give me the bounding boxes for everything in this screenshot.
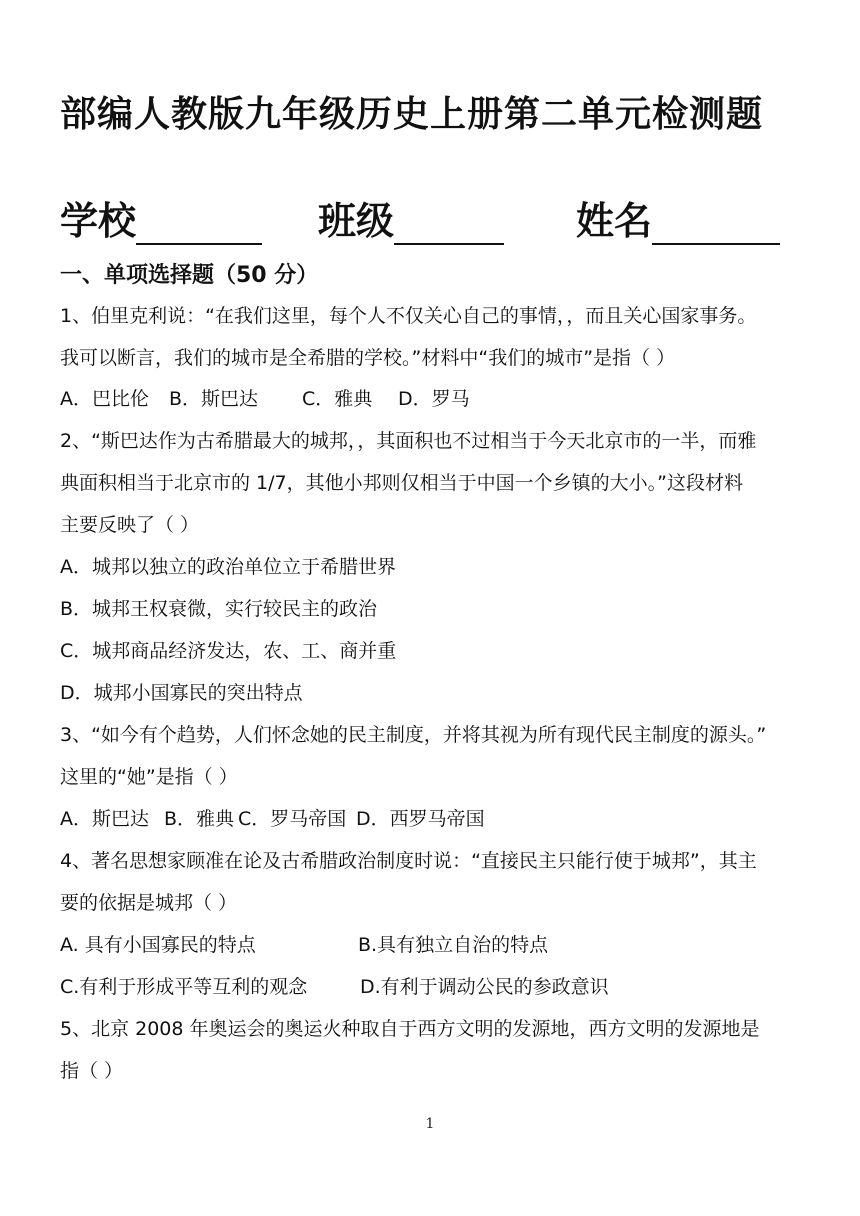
option-b: B．雅典 — [164, 808, 235, 830]
page-number: 1 — [425, 1116, 435, 1132]
question-2-option-b: B．城邦王权衰微，实行较民主的政治 — [60, 598, 378, 620]
question-3-options — [60, 806, 800, 832]
question-1-options — [60, 386, 800, 412]
name-field — [576, 190, 780, 245]
name-label: 姓名 — [576, 199, 653, 243]
question-2-line-3: 主要反映了（ ） — [60, 514, 200, 536]
question-2-line-2: 典面积相当于北京市的 1/7，其他小邦则仅相当于中国一个乡镇的大小。”这段材料 — [60, 472, 743, 494]
option-d: D．西罗马帝国 — [356, 808, 485, 830]
question-4-line-2: 要的依据是城邦（ ） — [60, 892, 238, 914]
question-3-line-1: 3、“如今有个趋势，人们怀念她的民主制度，并将其视为所有现代民主制度的源头。” — [60, 724, 767, 746]
school-label: 学校 — [60, 199, 137, 243]
option-a: A．巴比伦 — [60, 388, 149, 410]
question-5-line-2: 指（ ） — [60, 1060, 124, 1082]
option-c: C.有利于形成平等互利的观念 — [60, 976, 308, 998]
option-d: D．罗马 — [398, 388, 470, 410]
student-info-row — [60, 190, 800, 243]
question-2-option-c: C．城邦商品经济发达，农、工、商并重 — [60, 640, 397, 662]
question-4-options-row-2 — [60, 974, 800, 1000]
option-b: B．斯巴达 — [169, 388, 259, 410]
question-5-line-1: 5、北京 2008 年奥运会的奥运火种取自于西方文明的发源地，西方文明的发源地是 — [60, 1018, 760, 1040]
question-1-line-1: 1、伯里克利说：“在我们这里，每个人不仅关心自己的事情，，而且关心国家事务。 — [60, 305, 757, 327]
option-a: A. 具有小国寡民的特点 — [60, 934, 256, 956]
option-b: B.具有独立自治的特点 — [358, 934, 549, 956]
question-4-options-row-1 — [60, 932, 800, 958]
class-label: 班级 — [318, 199, 395, 243]
option-a: A．斯巴达 — [60, 808, 149, 830]
question-2-option-a: A．城邦以独立的政治单位立于希腊世界 — [60, 556, 396, 578]
question-3-line-2: 这里的“她”是指（ ） — [60, 766, 238, 788]
question-1-line-2: 我可以断言，我们的城市是全希腊的学校。”材料中“我们的城市”是指（ ） — [60, 347, 676, 369]
school-blank[interactable] — [136, 205, 262, 245]
option-c: C．雅典 — [302, 388, 373, 410]
class-field — [318, 190, 504, 245]
class-blank[interactable] — [394, 205, 504, 245]
document-title: 部编人教版九年级历史上册第二单元检测题 — [60, 94, 764, 135]
section-heading: 一、单项选择题（50 分） — [60, 263, 319, 288]
school-field — [60, 190, 262, 245]
question-2-option-d: D．城邦小国寡民的突出特点 — [60, 682, 303, 704]
option-d: D.有利于调动公民的参政意识 — [360, 976, 609, 998]
option-c: C．罗马帝国 — [238, 808, 347, 830]
question-4-line-1: 4、著名思想家顾准在论及古希腊政治制度时说：“直接民主只能行使于城邦”，其主 — [60, 850, 757, 872]
name-blank[interactable] — [652, 205, 780, 245]
question-2-line-1: 2、“斯巴达作为古希腊最大的城邦，，其面积也不过相当于今天北京市的一半，而雅 — [60, 430, 757, 452]
